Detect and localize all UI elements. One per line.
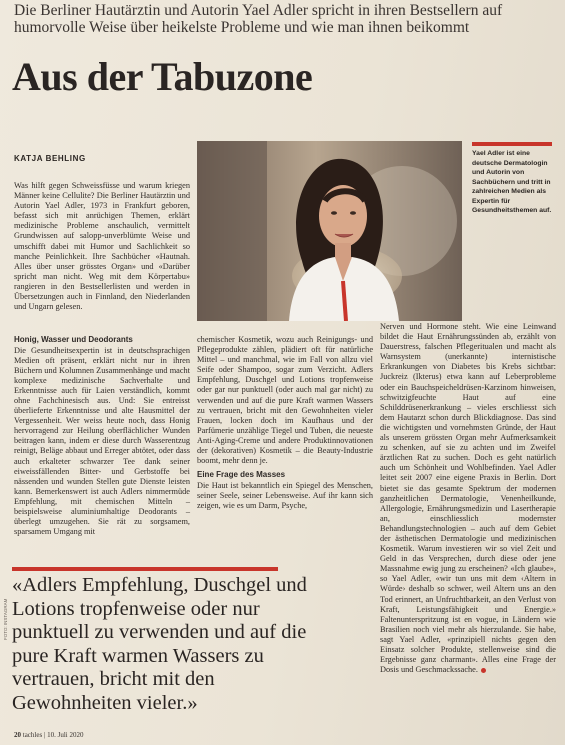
intro-paragraph: Was hilft gegen Schweissfüsse und warum kriegen Männer keine Cellulite? Die Berliner Hautärztin und Autorin Yael Adler, 1973 in Frankfurt geboren, befasst sich mit anrüchigen Themen, erklärt medizinische Probleme anschaulich, vermittelt Grundwissen auf salopp-unverblümte Weise und umschifft dabei mit Humor und Sachlichkeit so manche Peinlichkeit. Ihre Sachbücher «Hautnah. Alles über unser grösstes Organ» und «Darüber spricht man nicht. Weg mit dem Körpertabu» rangieren in den Bestsellerlisten und werden in Übersetzungen auch in Finnland, den Niederlanden und Ungarn gelesen. xyxy=(14,181,190,312)
body-column-3 xyxy=(380,322,556,675)
article-headline: Aus der Tabuzone xyxy=(12,54,313,99)
section-heading: Eine Frage des Masses xyxy=(197,470,286,480)
body-paragraph: Die Haut ist bekanntlich ein Spiegel des Menschen, seiner Seele, seiner Lebensweise. Auf ihr kann sich zeigen, wie es um Darm, Psyche, xyxy=(197,480,373,510)
caption-accent-bar xyxy=(472,142,552,146)
section-heading: Honig, Wasser und Deodorants xyxy=(14,335,133,344)
body-column-1 xyxy=(14,335,190,537)
body-paragraph: Nerven und Hormone steht. Wie eine Leinwand bildet die Haut Ernährungssünden ab, erzählt von Dauerstress, falschen Pflegeritualen und macht als Warnsystem (unerkannte) internistische Erkrankungen von Diabetes bis Krebs sichtbar: Juckreiz (Ikterus) etwa kann auf Leberprobleme oder ein Bauchspeicheldrüsen-Karzinom hinweisen, schwitzigfeuchte Haut auf eine Schilddrüsenerkrankung – vieles erschliesst sich dem Hautarzt schon durch Blickdiagnose. Das sind die wichtigsten und vornehmsten Gründe, der Haut als unserem grössten Organ mehr Aufmerksamkeit zu schenken, auf sie zu achten und im Zweifel ärztlichen Rat zu suchen. Doch es geht natürlich auch um Schönheit und Wohlbefinden. Yael Adler leitet seit 2007 eine eigene Praxis in Berlin. Dort bietet sie das gesamte Spektrum der modernen ganzheitlichen Dermatologie, Venenheilkunde, Allergologie, Ernährungsmedizin und Lasertherapie an, einschliesslich modernster Behandlungstechnologien – auch auf dem Gebiet der ästhetischen Dermatologie und medizinischen Kosmetik. Warum investieren wir so viel Zeit und Geld in das Versprechen, durch diese oder jene Massnahme ewig jung zu erscheinen? «Ich glaube», so Yael Adler, «wir tun uns mit dem ‹Altern in Würde› deshalb so schwer, weil Altern uns an den Tod erinnert, an Unfruchtbarkeit, an den Verlust von Kraft, Leistungsfähigkeit und Energie.» Faltenunterspritzung ist en vogue, in Ländern wie Brasilien noch viel mehr als hierzulande. Sie habe, sagt Yael Adler, «prinzipiell nichts gegen den Einsatz solcher Produkte, stellenweise sind die Ergebnisse ganz charmant». Alles eine Frage der Dosis und Geschmackssache. xyxy=(380,322,556,675)
quote-accent-bar xyxy=(12,567,278,571)
body-column-2 xyxy=(197,335,373,511)
page-footer xyxy=(14,731,83,739)
end-mark-icon xyxy=(481,668,486,673)
publication-name: tachles xyxy=(22,731,43,739)
pull-quote: «Adlers Empfehlung, Duschgel und Lotions tropfenweise oder nur punktuell zu verwenden und auf die pure Kraft warmen Wassers zu vertrauen, bricht mit den Gewohnheiten vieler.» xyxy=(12,574,307,714)
footer-separator: | xyxy=(43,731,46,739)
body-paragraph: Die Gesundheitsexpertin ist in deutschsprachigen Medien oft präsent, erklärt nicht nur in ihren Büchern und Kolumnen Zusammenhänge und macht komplexe medizinische Sachverhalte und Erkenntnisse auch für Laien verständlich, kommt ohne Fachchinesisch aus. Und: Sie entreisst überlieferte Erkenntnisse und alte Hausmittel der Vergessenheit. Wer weiss heute noch, dass Honig hervorragend zur Heilung oberflächlicher Wunden beitragen kann, indem er diese durch Wasserentzug reinigt, Beläge abbaut und Erreger abtötet, oder dass auch erkalteter schwarzer Tee dank seiner eiweissfällenden Bitter- und Gerbstoffe bei nässenden und wunden Stellen gute Dienste leisten kann. Bemerkenswert ist auch Adlers nimmermüde Empfehlung, mit chemischen Mitteln – beispielsweise aluminiumhaltige Deodorants – überlegt umzugehen. Sie rät zu sorgsamem, sparsamem Umgang mit xyxy=(14,345,190,537)
page-number: 20 xyxy=(14,731,21,739)
issue-date: 10. Juli 2020 xyxy=(47,731,84,739)
photo-caption: Yael Adler ist eine deutsche Dermatologin und Autorin von Sachbüchern und tritt in zahlreichen Medien als Expertin für Gesundheitsthemen auf. xyxy=(472,150,552,214)
photo-credit: FOTO: INSTAGRAM xyxy=(3,598,8,640)
body-paragraph: chemischer Kosmetik, wozu auch Reinigungs- und Pflegeprodukte zählen, plädiert oft für natürliche Mittel – und manchmal, wie im Fall von allzu viel Seife oder Shampoo, sogar zum Verzicht. Adlers Empfehlung, Duschgel und Lotions tropfenweise oder gar nur punktuell (oder auch mal gar nicht) zu verwenden und auf die pure Kraft warmen Wassers zu vertrauen, bricht mit den Gewohnheiten vieler Frauen, locken doch im Kaufhaus und der Parfümerie unzählige Tiegel und Tuben, die neueste Anti-Aging-Creme und andere Produktinnovationen der (dekorativen) Kosmetik – die Beauty-Industrie boomt, mehr denn je. xyxy=(197,335,373,466)
article-kicker: Die Berliner Hautärztin und Autorin Yael Adler spricht in ihren Bestsellern auf humorvolle Weise über heikelste Probleme und wie man ihnen beikommt xyxy=(14,2,503,36)
author-byline: KATJA BEHLING xyxy=(14,154,86,163)
portrait-photo xyxy=(197,141,462,321)
